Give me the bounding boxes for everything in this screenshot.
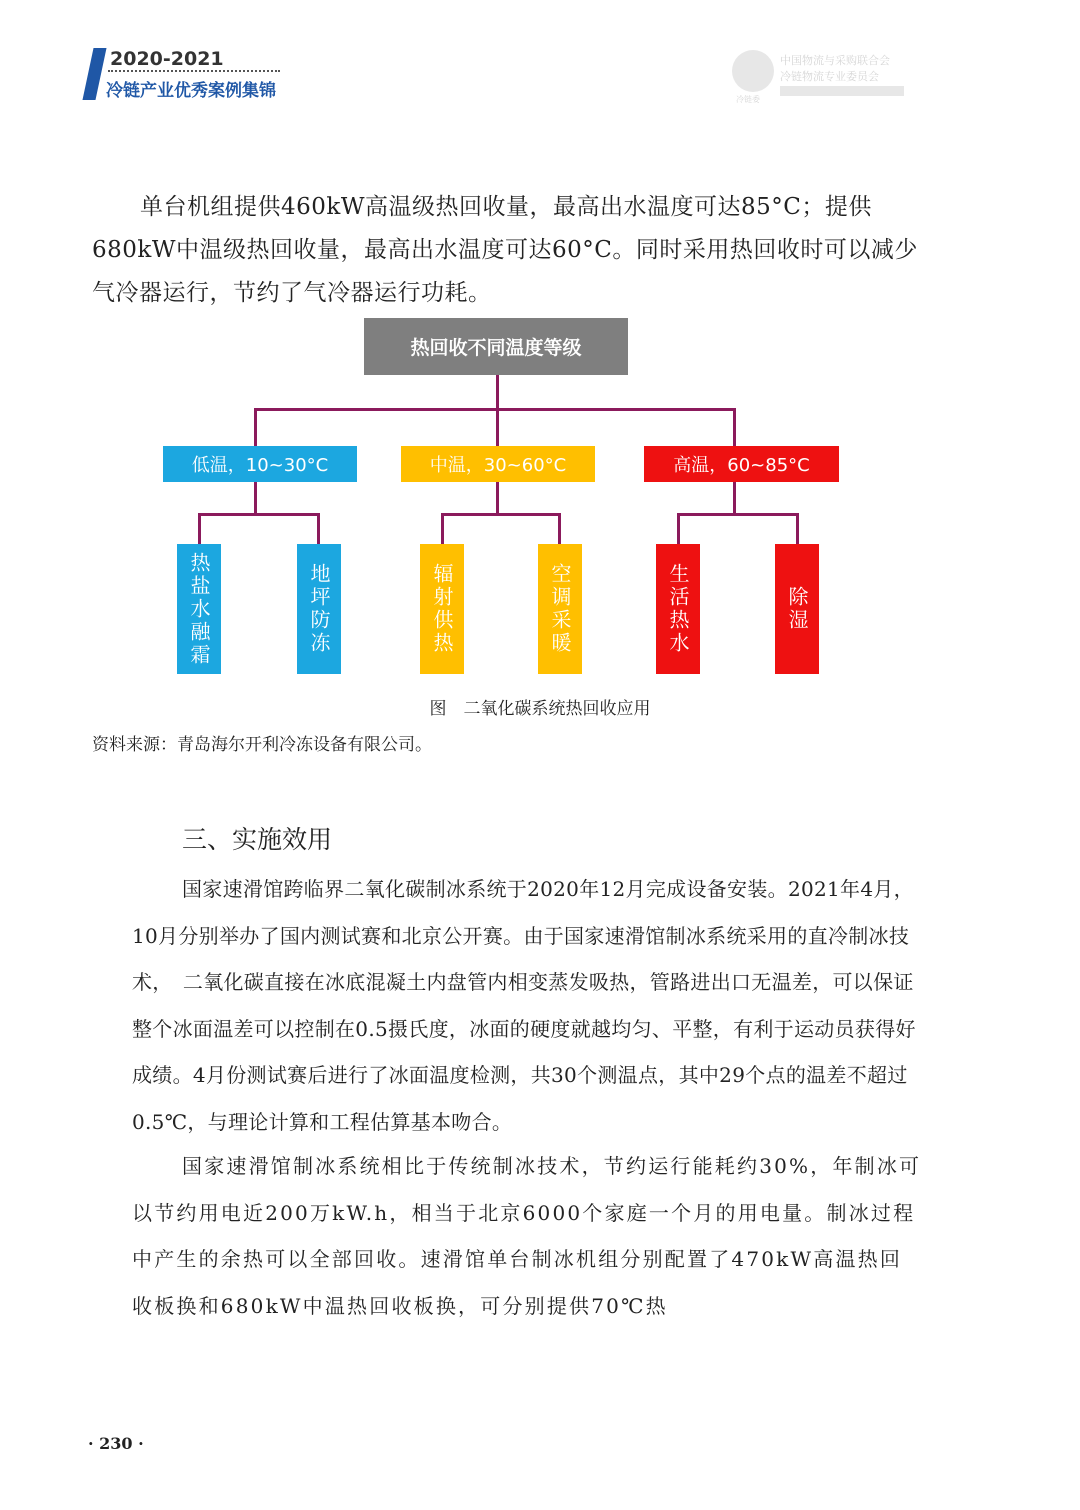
connector — [796, 513, 799, 544]
paragraph-energy-saving: 国家速滑馆制冰系统相比于传统制冰技术，节约运行能耗约30%，年制冰可以节约用电近200万kW.h，相当于北京6000个家庭一个月的用电量。制冰过程中产生的余热可以全部回收。速滑馆单台制冰机组分别配置了470kW高温热回收板换和680kW中温热回收板换，可分别提供70℃热 — [132, 1154, 922, 1318]
connector — [733, 482, 736, 515]
connector — [677, 513, 799, 516]
connector — [254, 408, 736, 411]
header-title: 冷链产业优秀案例集锦 — [106, 81, 276, 101]
connector — [733, 408, 736, 446]
connector — [317, 513, 320, 544]
connector — [496, 408, 499, 446]
leaf-floor-antifreeze: 地坪防冻 — [297, 544, 341, 674]
heat-recovery-diagram — [0, 310, 1080, 690]
connector — [198, 513, 320, 516]
leaf-domestic-hot-water: 生活热水 — [656, 544, 700, 674]
connector — [441, 513, 444, 544]
diagram-root-node: 热回收不同温度等级 — [364, 318, 628, 375]
header-accent-bar — [82, 48, 106, 100]
header-year: 2020-2021 — [110, 48, 224, 70]
logo-emblem-icon — [732, 50, 774, 92]
figure-source: 资料来源：青岛海尔开利冷冻设备有限公司。 — [92, 735, 432, 755]
connector — [496, 482, 499, 515]
connector — [677, 513, 680, 544]
association-logo — [730, 46, 908, 104]
level-mid-node: 中温，30~60°C — [401, 446, 595, 482]
level-low-node: 低温，10~30°C — [163, 446, 357, 482]
logo-line1: 中国物流与采购联合会 — [780, 54, 890, 67]
connector — [254, 408, 257, 446]
leaf-ac-heating: 空调采暖 — [538, 544, 582, 674]
connector — [198, 513, 201, 544]
page-number: · 230 · — [88, 1434, 144, 1453]
logo-line2: 冷链物流专业委员会 — [780, 70, 879, 83]
connector — [558, 513, 561, 544]
leaf-radiant-heating: 辐射供热 — [420, 544, 464, 674]
section-title: 三、实施效用 — [182, 825, 333, 854]
connector — [441, 513, 561, 516]
paragraph-implementation: 国家速滑馆跨临界二氧化碳制冰系统于2020年12月完成设备安装。2021年4月，10月分别举办了国内测试赛和北京公开赛。由于国家速滑馆制冰系统采用的直冷制冰技术， 二氧化碳直接在冰底混凝土内盘管内相变蒸发吸热，管路进出口无温差，可以保证整个冰面温差可以控制在0.5摄氏度，冰面的硬度就越均匀、平整，有利于运动员获得好成绩。4月份测试赛后进行了冰面温度检测，共30个测温点，其中29个点的温差不超过0.5℃，与理论计算和工程估算基本吻合。 — [132, 877, 916, 1134]
connector — [254, 482, 257, 515]
logo-mini-text: 冷链委 — [736, 95, 760, 104]
figure-caption: 图 二氧化碳系统热回收应用 — [429, 699, 651, 719]
paragraph-heat-recovery: 单台机组提供460kW高温级热回收量，最高出水温度可达85°C；提供680kW中温级热回收量，最高出水温度可达60°C。同时采用热回收时可以减少气冷器运行，节约了气冷器运行功耗。 — [92, 194, 918, 306]
leaf-brine-defrost: 热盐水融霜 — [177, 544, 221, 674]
leaf-dehumidify: 除湿 — [775, 544, 819, 674]
logo-bar — [780, 86, 904, 96]
header-divider — [108, 70, 280, 72]
connector — [496, 375, 499, 411]
level-high-node: 高温，60~85°C — [644, 446, 839, 482]
